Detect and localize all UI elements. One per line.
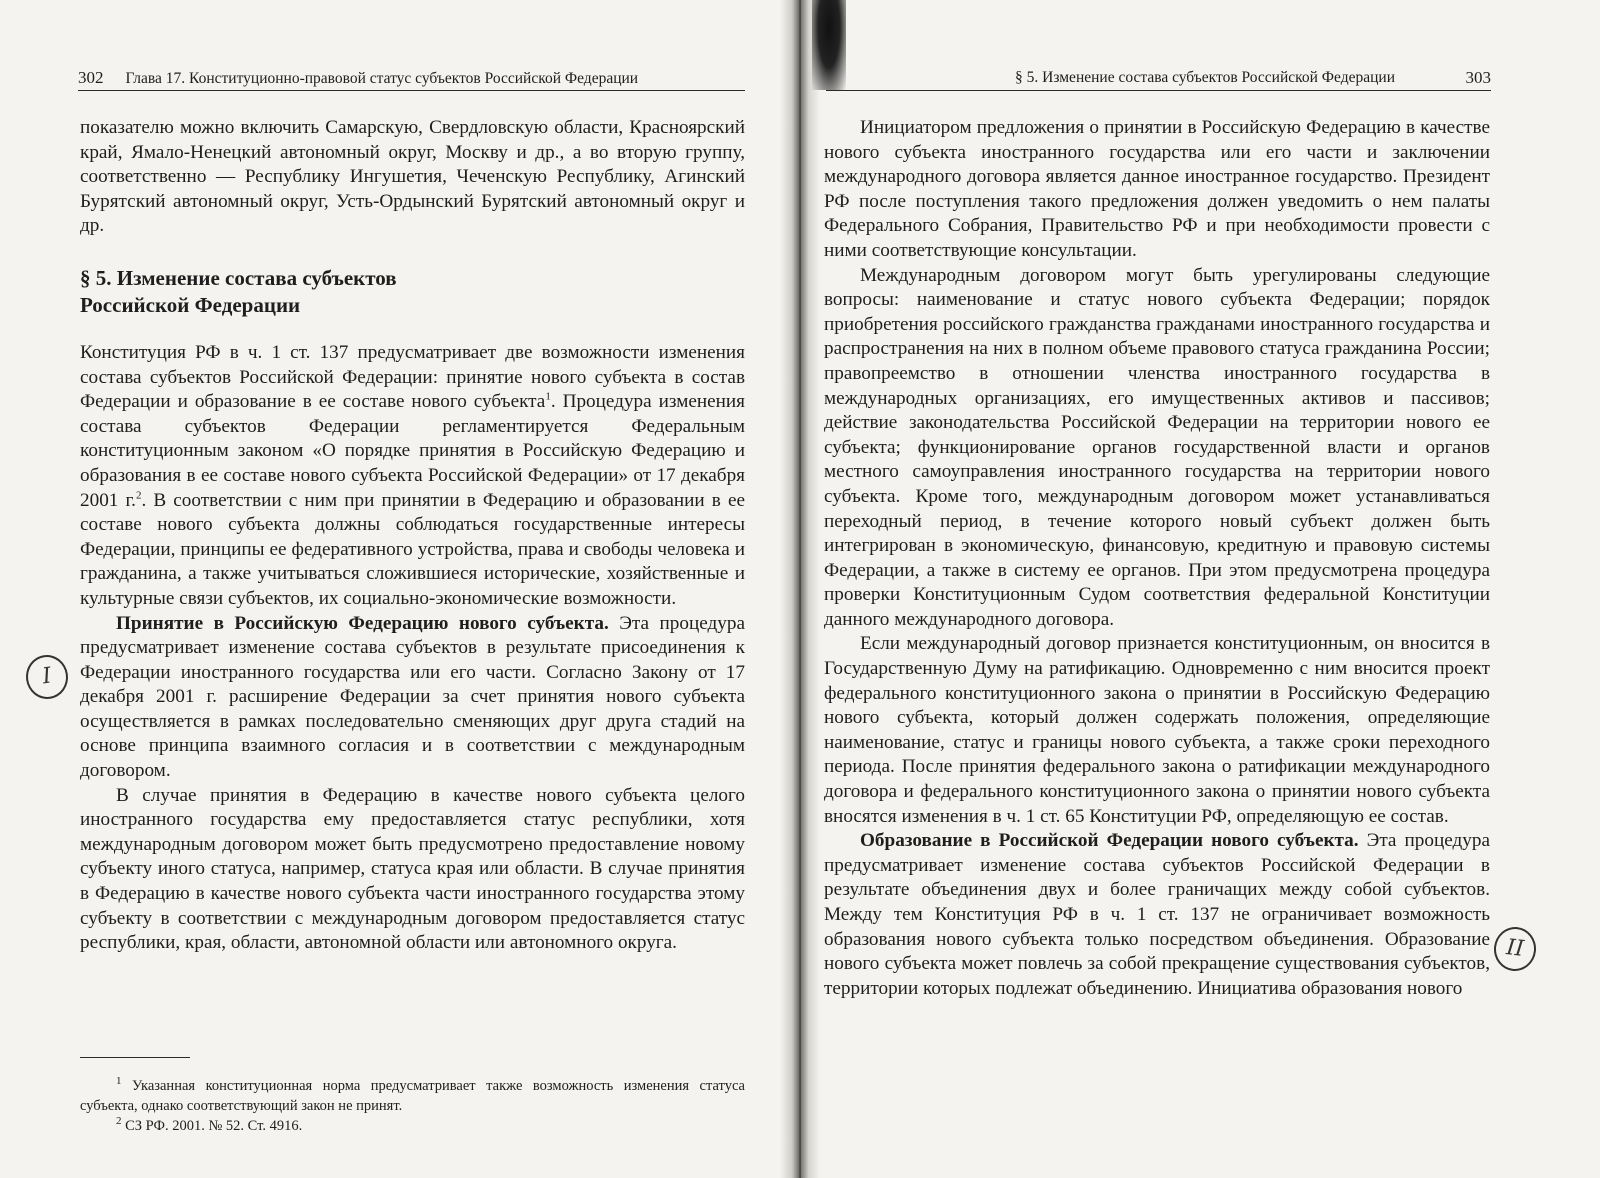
left-paragraph-2-lead: Принятие в Российскую Федерацию нового субъекта. <box>116 612 609 634</box>
left-paragraph-2-body: Эта процедура предусматривает изменение состава субъектов в результате присоединения к Федерации иностранного государства или его части. Согласно Закону от 17 декабря 2001 г. расширение Федерации за счет принятия нового субъекта осуществляется в рамках последовательно сменяющих друг друга стадий на основе принципа взаимного согласия и в соответствии с международным договором. <box>80 612 745 782</box>
left-body-text <box>80 116 745 956</box>
right-paragraph-2: Международным договором могут быть урегулированы следующие вопросы: наименование и статус нового субъекта Федерации; порядок приобретения российского гражданства гражданами иностранного государства и распространения на них в полном объеме правового статуса гражданина России; правопреемство в отношении членства иностранного государства в международных организациях, его имущественных активов и пассивов; действие законодательства Российской Федерации на территории нового ее субъекта; функционирование органов государственной власти и органов местного самоуправления иностранного государства на территории нового субъекта. Кроме того, международным договором может устанавливаться переходный период, в течение которого новый субъект должен быть интегрирован в экономическую, финансовую, кредитную и правовую системы Федерации, а также в систему ее органов. При этом предусмотрена процедура проверки Конституционным Судом соответствия федеральной Конституции данного международного договора. <box>824 264 1490 630</box>
left-running-head-title: Глава 17. Конституционно-правовой статус субъектов Российской Федерации <box>125 70 639 87</box>
left-paragraph-2 <box>80 612 745 784</box>
footnote-1 <box>80 1076 745 1116</box>
footnotes <box>80 1076 745 1136</box>
section-heading-line-2: Российской Федерации <box>80 292 301 317</box>
left-opening-paragraph: показателю можно включить Самарскую, Свердловскую области, Красноярский край, Ямало-Ненецкий автономный округ, Москву и др., а во вторую группу, соответственно — Республику Ингушетия, Чеченскую Республику, Агинский Бурятский автономный округ, Усть-Ордынский Бурятский автономный округ и др. <box>80 117 745 237</box>
footnote-ref-1: 1 <box>545 390 551 403</box>
footnote-ref-2: 2 <box>135 489 142 502</box>
handwritten-margin-mark-left: I <box>23 652 71 701</box>
right-paragraph-4 <box>824 829 1490 1001</box>
section-heading-line-1: § 5. Изменение состава субъектов <box>80 265 397 290</box>
footnote-2-text: СЗ РФ. 2001. № 52. Ст. 4916. <box>125 1118 303 1134</box>
left-paragraph-1-part-a: Конституция РФ в ч. 1 ст. 137 предусматривает две возможности изменения состава субъектов Российской Федерации: принятие нового субъекта в состав Федерации и образование в ее составе нового субъекта <box>80 341 745 413</box>
right-running-head <box>826 66 1491 91</box>
footnote-1-number: 1 <box>116 1075 122 1088</box>
left-paragraph-3: В случае принятия в Федерацию в качестве нового субъекта целого иностранного государства ему предоставляется статус республики, хотя международным договором может быть предусмотрено предоставление новому субъекту иного статуса, например, статуса края или области. В случае принятия в Федерацию в качестве нового субъекта части иностранного государства этому субъекту в соответствии с международным договором предоставляется статус республики, края, области, автономной области или автономного округа. <box>80 784 745 954</box>
footnote-rule <box>80 1057 190 1058</box>
footnote-1-text: Указанная конституционная норма предусматривает также возможность изменения статуса субъекта, однако соответствующий закон не принят. <box>80 1078 745 1114</box>
right-paragraph-1: Инициатором предложения о принятии в Российскую Федерацию в качестве нового субъекта иностранного государства или его части и заключении международного договора является данное иностранное государство. Президент РФ после поступления такого предложения должен уведомить о нем палаты Федерального Собрания, Правительство РФ и при необходимости провести с ними соответствующие консультации. <box>824 117 1490 261</box>
right-paragraph-4-body: Эта процедура предусматривает изменение состава субъектов Российской Федерации в результате объединения двух и более граничащих между собой субъектов. Между тем Конституция РФ в ч. 1 ст. 137 не ограничивает возможность образования нового субъекта только посредством объединения. Образование нового субъекта может повлечь за собой прекращение существования субъектов, территории которых подлежат объединению. Инициатива образования нового <box>824 830 1490 999</box>
right-body-text <box>824 116 1490 1001</box>
left-page <box>0 0 790 1178</box>
left-page-number: 302 <box>78 68 104 87</box>
left-paragraph-1-part-b: . Процедура изменения состава субъектов Федерации регламентируется Федеральным конституционным законом «О порядке принятия в Российскую Федерацию и образования в ее составе нового субъекта Российской Федерации» от 17 декабря 2001 г. <box>80 391 745 511</box>
right-paragraph-3: Если международный договор признается конституционным, он вносится в Государственную Думу на ратификацию. Одновременно с ним вносится проект федерального конституционного закона о принятии в Российскую Федерацию нового субъекта, который должен содержать положения, определяющие наименование, статус и границы нового субъекта, а также сроки переходного периода. После принятия федерального закона о ратификации международного договора и федерального конституционного закона о принятии нового субъекта вносятся изменения в ч. 1 ст. 65 Конституции РФ, определяющую ее состав. <box>824 633 1490 827</box>
right-page <box>800 0 1600 1178</box>
right-running-head-title: § 5. Изменение состава субъектов Российской Федерации <box>1015 69 1395 86</box>
footnote-2-number: 2 <box>116 1115 122 1128</box>
footnote-2 <box>80 1116 745 1136</box>
section-heading <box>80 265 745 319</box>
left-paragraph-1 <box>80 341 745 612</box>
left-paragraph-1-part-c: . В соответствии с ним при принятии в Федерацию и образовании в ее составе нового субъекта должны соблюдаться государственные интересы Федерации, принципы ее федеративного устройства, права и свободы человека и гражданина, а также учитываться сложившиеся исторические, хозяйственные и культурные связи субъектов, их социально-экономические возможности. <box>80 489 745 609</box>
handwritten-margin-mark-right: II <box>1492 925 1538 973</box>
right-paragraph-4-lead: Образование в Российской Федерации нового субъекта. <box>860 830 1359 852</box>
right-page-number: 303 <box>1465 68 1491 87</box>
left-running-head <box>78 66 745 91</box>
